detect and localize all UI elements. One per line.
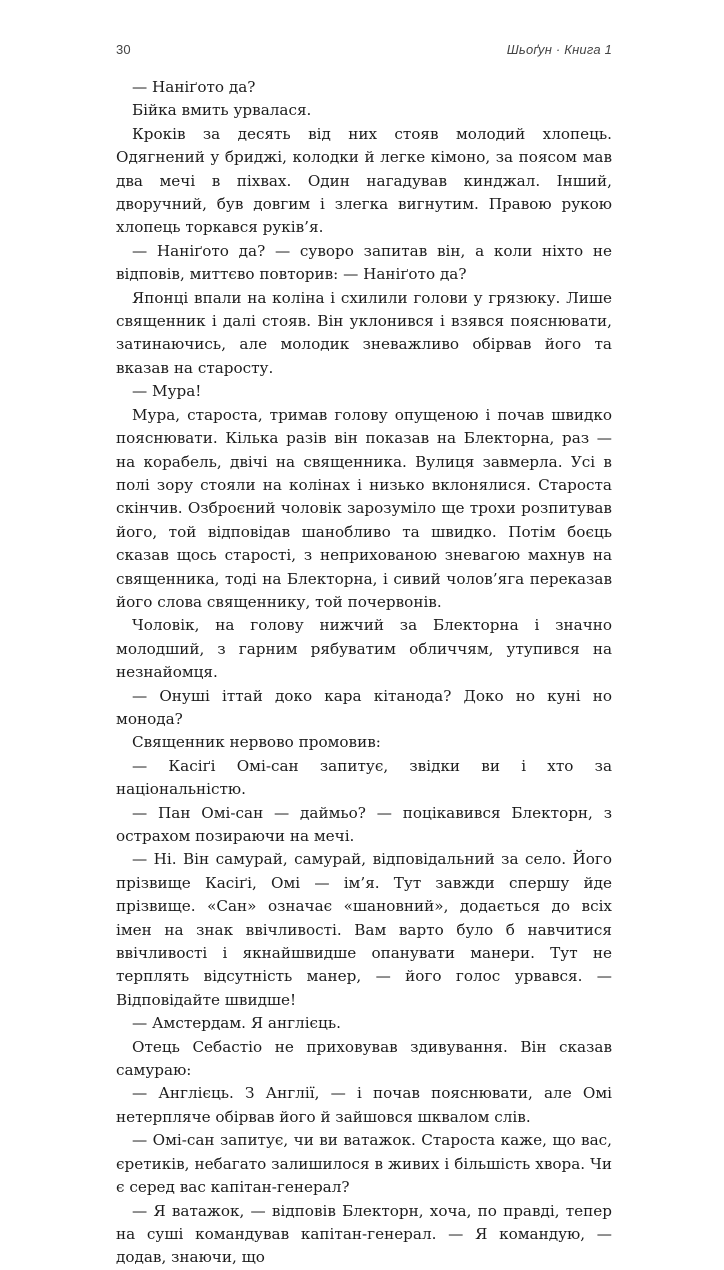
paragraph: — Наніґото да? <box>132 78 256 96</box>
paragraph: Японці впали на коліна і схилили голови у грязюку. Лише священник і далі стояв. Він уклонився і взявся пояснювати, затинаючись, але молодик зневажливо обірвав його та вказав на старосту. <box>116 288 612 377</box>
paragraph: Бійка вмить урвалася. <box>132 101 312 120</box>
paragraph: — Наніґото да? — суворо запитав він, а коли ніхто не відповів, миттєво повторив: — Наніґото да? <box>116 241 612 284</box>
paragraph: Чоловік, на голову нижчий за Блекторна і значно молодший, з гарним рябуватим обличчям, утупився на незнайомця. <box>116 616 612 682</box>
paragraph: — Амстердам. Я англієць. <box>132 1014 341 1033</box>
paragraph: — Омі-сан запитує, чи ви ватажок. Староста каже, що вас, єретиків, небагато залишилося в живих і більшість хвора. Чи є серед вас капітан-генерал? <box>116 1131 612 1197</box>
paragraph: — Пан Омі-сан — даймьо? — поцікавився Блекторн, з острахом позираючи на мечі. <box>116 803 612 845</box>
paragraph: — Мура! <box>132 382 202 401</box>
paragraph: — Касіґі Омі-сан запитує, звідки ви і хто за національністю. <box>116 756 612 799</box>
paragraph: Кроків за десять від них стояв молодий хлопець. Одягнений у бриджі, колодки й легке кімоно, за поясом мав два мечі в піхвах. Один нагадував кинджал. Інший, дворучний, був довгим і злегка вигнутим. Правою рукою хлопець торкався руків’я. <box>116 124 612 237</box>
paragraph: — Онуші іттай доко кара кітанода? Доко но куні но монода? <box>116 686 612 728</box>
page-number: 30 <box>116 42 131 57</box>
paragraph: — Ні. Він самурай, самурай, відповідальний за село. Його прізвище Касіґі, Омі — ім’я. Тут завжди спершу йде прізвище. «Сан» означає «шановний», додається до всіх імен на знак ввічливості. Вам варто було б навчитися ввічливості і якнайшвидше опанувати манери. Тут не терплять відсутність манер, — його голос урвався. — Відповідайте швидше! <box>116 850 612 1009</box>
paragraph: Мура, староста, тримав голову опущеною і почав швидко пояснювати. Кілька разів він показав на Блекторна, раз — на корабель, двічі на священника. Вулиця завмерла. Усі в полі зору стояли на колінах і низько вклонялися. Староста скінчив. Озброєний чоловік зарозуміло ще трохи розпитував його, той відповідав шанобливо та швидко. Потім боєць сказав щось старості, з неприхованою зневагою махнув на священника, тоді на Блекторна, і сивий чолов’яга переказав його слова священнику, той почервонів. <box>116 405 612 611</box>
paragraph: Отець Себастіо не приховував здивування. Він сказав самураю: <box>116 1037 612 1080</box>
paragraph: Священник нервово промовив: <box>132 733 381 752</box>
paragraph: — Англієць. З Англії, — і почав пояснювати, але Омі нетерпляче обірвав його й зайшовся шквалом слів. <box>116 1084 612 1126</box>
body-text <box>116 76 612 1270</box>
paragraph: — Я ватажок, — відповів Блекторн, хоча, по правді, тепер на суші командував капітан-генерал. — Я командую, — додав, знаючи, що <box>116 1201 612 1267</box>
running-title: Шьоґун · Книга 1 <box>506 42 612 57</box>
page-header <box>116 42 612 66</box>
